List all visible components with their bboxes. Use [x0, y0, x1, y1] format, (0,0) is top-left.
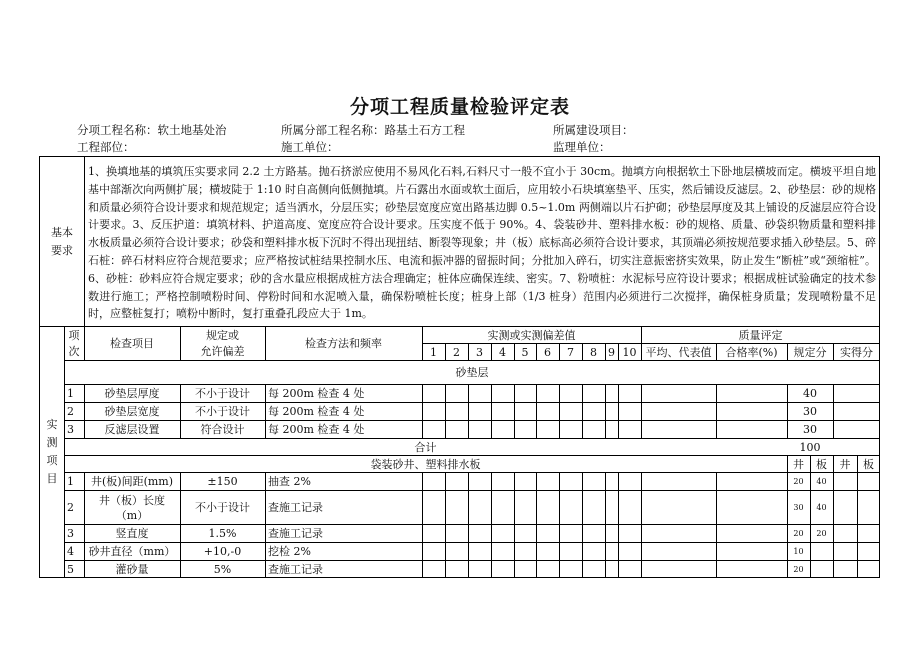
row-item: 井（板）长度 （m）: [99, 493, 165, 522]
subheader-board: 板: [816, 457, 827, 471]
row-item: 砂垫层宽度: [104, 405, 160, 418]
grid-line: [716, 384, 717, 438]
row-allow: 不小于设计: [195, 501, 250, 514]
grid-line: [618, 384, 619, 438]
header-measured-col: 9: [608, 345, 615, 359]
header-no: 项次: [68, 328, 80, 358]
row-allow: 不小于设计: [195, 405, 250, 418]
total-label: 合计: [414, 440, 437, 454]
grid-line: [641, 472, 642, 578]
division-name: 所属分部工程名称：路基土石方工程: [281, 123, 465, 137]
row-no: 2: [67, 501, 74, 514]
total-score: 100: [799, 440, 821, 454]
row-item: 井(板)间距(mm): [90, 475, 174, 488]
header-score-actual: 实得分: [840, 345, 873, 359]
row-method: 查施工记录: [268, 563, 323, 576]
row-method: 每 200m 检查 4 处: [268, 405, 365, 418]
header-pass-rate: 合格率(%): [725, 345, 778, 359]
row-score-well: 20: [793, 477, 804, 486]
grid-line: [559, 384, 560, 438]
header-method: 检查方法和频率: [305, 337, 382, 350]
row-score-board: 40: [816, 503, 827, 512]
header-measured-col: 6: [544, 345, 551, 359]
header-avg: 平均、代表值: [645, 345, 712, 359]
construction-project: 所属建设项目：: [553, 123, 634, 137]
grid-line: [491, 384, 492, 438]
contractor: 施工单位：: [281, 140, 339, 154]
grid-line: [582, 472, 583, 578]
row-score-board: 40: [816, 477, 827, 486]
basic-req-label: 基本 要求: [51, 226, 73, 257]
grid-line: [618, 472, 619, 578]
subheader-well: 井: [839, 457, 851, 471]
row-no: 5: [67, 563, 74, 576]
row-no: 1: [67, 475, 74, 488]
row-score-well: 10: [793, 547, 804, 556]
row-score: 40: [803, 387, 817, 400]
header-measured-col: 10: [622, 345, 637, 359]
row-score-well: 30: [793, 503, 804, 512]
row-method: 每 200m 检查 4 处: [268, 387, 365, 400]
row-method: 查施工记录: [268, 527, 323, 540]
section-title: 砂垫层: [455, 366, 489, 379]
header-quality: 质量评定: [738, 328, 783, 342]
subheader-board: 板: [863, 457, 874, 471]
header-measured-col: 8: [590, 345, 597, 359]
header-allow: 规定或 允许偏差: [200, 328, 245, 358]
grid-line: [445, 472, 446, 578]
grid-line: [605, 384, 606, 438]
row-score: 30: [803, 405, 817, 418]
page-title: 分项工程质量检验评定表: [349, 96, 570, 118]
row-allow: 不小于设计: [195, 387, 250, 400]
project-part: 工程部位：: [77, 140, 135, 154]
header-measured-col: 5: [521, 345, 529, 359]
grid-line: [422, 472, 423, 578]
grid-line: [514, 384, 515, 438]
row-score: 30: [803, 423, 817, 436]
grid-line: [514, 472, 515, 578]
row-score-well: 20: [793, 565, 804, 574]
grid-line: [582, 384, 583, 438]
row-no: 1: [67, 387, 74, 400]
row-no: 2: [67, 405, 74, 418]
row-no: 3: [67, 527, 74, 540]
subheader-well: 井: [793, 457, 804, 471]
row-item: 反滤层设置: [104, 423, 160, 436]
grid-line: [833, 384, 834, 438]
row-score-board: 20: [816, 529, 827, 538]
row-allow: ±150: [207, 475, 238, 488]
row-item: 竖直度: [115, 527, 149, 540]
grid-line: [422, 384, 423, 438]
row-no: 3: [67, 423, 74, 436]
grid-line: [605, 472, 606, 578]
row-method: 查施工记录: [268, 501, 323, 514]
header-item: 检查项目: [110, 337, 154, 350]
row-allow: 1.5%: [208, 527, 237, 540]
grid-line: [445, 384, 446, 438]
header-score-spec: 规定分: [793, 345, 827, 359]
header-measured: 实测或实测偏差值: [487, 328, 576, 342]
supervisor: 监理单位：: [553, 140, 611, 154]
row-item: 灌砂量: [115, 563, 149, 576]
grid-line: [536, 384, 537, 438]
row-score-board: [810, 543, 833, 560]
row-allow: +10,-0: [203, 545, 242, 558]
measured-items-label: 实 测 项 目: [46, 418, 58, 485]
row-method: 挖检 2%: [268, 545, 311, 558]
row-item: 砂井直径（mm）: [88, 545, 176, 558]
grid-line: [84, 156, 85, 326]
basic-req-text: 1、换填地基的填筑压实要求同 2.2 土方路基。抛石挤淤应使用不易风化石料,石料尺寸一般不宜小于 30cm。抛填方向根据软土下卧地层横坡而定。横坡平坦自地基中部渐次向两侧扩展；横坡陡于 1:10 时自高侧向低侧抛填。片石露出水面或软土面后，应用较小石块填塞垫平、压实，然后铺设反滤层。2、砂垫层：砂的规格和质量必须符合设计要求和规范规定；适当洒水，分层压实；砂垫层宽度应宽出路基边脚 0.5~1.0m 两侧端以片石护砌；砂垫层厚度及其上铺设的反滤层应符合设计要求。3、反压护道：填筑材料、护道高度、宽度应符合设计要求。压实度不低于 90%。4、袋装砂井、塑料排水板：砂的规格、质量、砂袋织物质量和塑料排水板质量必须符合设计要求；砂袋和塑料排水板下沉时不得出现扭结、断裂等现象；井（板）底标高必须符合设计要求，其顶端必须按规范要求插入砂垫层。5、碎石桩：碎石材料应符合规范要求；应严格按试桩结果控制水压、电流和振冲器的留振时间；分批加入碎石，切实注意振密挤实效果，防止发生“断桩”或“颈缩桩”。6、砂桩：砂料应符合规定要求；砂的含水量应根据成桩方法合理确定；桩体应确保连续、密实。7、粉喷桩：水泥标号应符设计要求；根据成桩试验确定的技术参数进行施工；严格控制喷粉时间、停粉时间和水泥喷入量，确保粉喷桩长度；桩身上部（1/3 桩身）范围内必须进行二次搅拌，确保桩身质量；发现喷粉量不足时，应整桩复打；喷粉中断时，复打重叠孔段应大于 1m。: [88, 165, 876, 321]
row-item: 砂垫层厚度: [104, 387, 160, 400]
header-measured-col: 1: [430, 345, 437, 359]
project-name: 分项工程名称：软土地基处治: [77, 123, 227, 137]
grid-line: [468, 384, 469, 438]
header-measured-col: 2: [453, 345, 460, 359]
row-method: 每 200m 检查 4 处: [268, 423, 365, 436]
header-measured-col: 4: [499, 345, 506, 359]
row-allow: 符合设计: [200, 423, 245, 436]
grid-line: [536, 472, 537, 578]
grid-line: [468, 472, 469, 578]
row-allow: 5%: [213, 563, 232, 576]
grid-line: [716, 472, 717, 578]
header-measured-col: 3: [476, 345, 483, 359]
header-measured-col: 7: [567, 345, 574, 359]
row-score-well: 20: [793, 529, 804, 538]
grid-line: [559, 472, 560, 578]
grid-line: [641, 384, 642, 438]
row-method: 抽查 2%: [268, 475, 311, 488]
section-title: 袋装砂井、塑料排水板: [370, 457, 481, 471]
row-no: 4: [67, 545, 74, 558]
grid-line: [491, 472, 492, 578]
row-score-board: [810, 561, 833, 578]
